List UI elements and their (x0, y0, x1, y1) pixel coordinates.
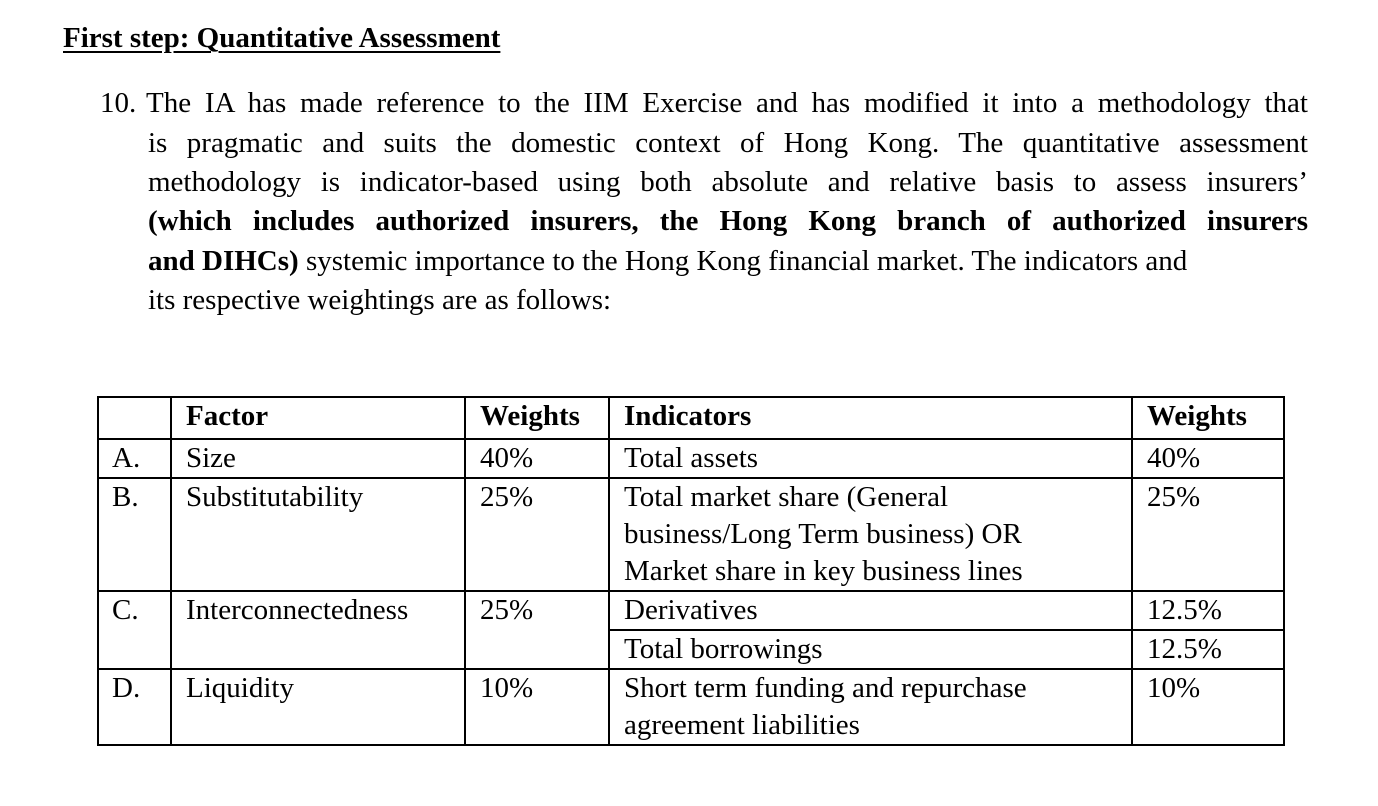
row-letter: D. (98, 669, 171, 745)
paragraph-line-6: its respective weightings are as follows: (148, 284, 612, 316)
paragraph-line-4: (which includes authorized insurers, the Hong Kong branch of authorized insurers (148, 205, 1308, 237)
row-indicator (609, 478, 1132, 591)
row-factor-weight: 10% (465, 669, 609, 745)
row-indicator (609, 439, 1132, 478)
header-indicator-weights: Weights (1132, 397, 1284, 439)
row-letter: A. (98, 439, 171, 478)
row-indicator-weight: 12.5% (1132, 630, 1284, 669)
table-row (98, 630, 1284, 669)
paragraph-line-5 (148, 242, 1308, 282)
indicator-line: business/Long Term business) OR (624, 518, 1022, 550)
row-letter: C. (98, 591, 171, 630)
paragraph-line-2: is pragmatic and suits the domestic context of Hong Kong. The quantitative assessment (148, 127, 1308, 159)
row-factor-weight: 25% (465, 478, 609, 591)
row-indicator (609, 591, 1132, 630)
header-indicators: Indicators (609, 397, 1132, 439)
table-row (98, 439, 1284, 478)
paragraph-line-5-rest: systemic importance to the Hong Kong financial market. The indicators and (298, 245, 1188, 277)
row-factor-weight: 25% (465, 591, 609, 630)
row-factor-weight: 40% (465, 439, 609, 478)
indicator-line: Derivatives (624, 594, 758, 626)
row-indicator-weight: 12.5% (1132, 591, 1284, 630)
row-factor-empty (171, 630, 465, 669)
indicator-line: agreement liabilities (624, 709, 860, 741)
row-indicator (609, 669, 1132, 745)
row-factor: Liquidity (171, 669, 465, 745)
paragraph-line-5-bold: and DIHCs) (148, 245, 299, 277)
row-indicator (609, 630, 1132, 669)
row-letter: B. (98, 478, 171, 591)
table-row (98, 669, 1284, 745)
row-indicator-weight: 10% (1132, 669, 1284, 745)
indicator-line: Market share in key business lines (624, 555, 1023, 587)
row-indicator-weight: 25% (1132, 478, 1284, 591)
header-letter (98, 397, 171, 439)
paragraph-number: 10. (100, 87, 137, 119)
row-factor: Size (171, 439, 465, 478)
row-factor: Substitutability (171, 478, 465, 591)
row-indicator-weight: 40% (1132, 439, 1284, 478)
header-factor: Factor (171, 397, 465, 439)
indicator-line: Short term funding and repurchase (624, 672, 1027, 704)
indicator-line: Total borrowings (624, 633, 823, 665)
table-row (98, 478, 1284, 591)
paragraph-line-1: The IA has made reference to the IIM Exercise and has modified it into a methodology that (146, 87, 1308, 119)
indicator-line: Total market share (General (624, 481, 949, 513)
section-heading: First step: Quantitative Assessment (63, 22, 501, 54)
indicator-line: Total assets (624, 442, 759, 474)
row-factor-weight-empty (465, 630, 609, 669)
table-header-row (98, 397, 1284, 439)
row-letter-empty (98, 630, 171, 669)
weights-table (97, 396, 1285, 746)
header-factor-weights: Weights (465, 397, 609, 439)
row-factor: Interconnectedness (171, 591, 465, 630)
paragraph-line-3: methodology is indicator-based using both absolute and relative basis to assess insurers’ (148, 166, 1308, 198)
table-row (98, 591, 1284, 630)
